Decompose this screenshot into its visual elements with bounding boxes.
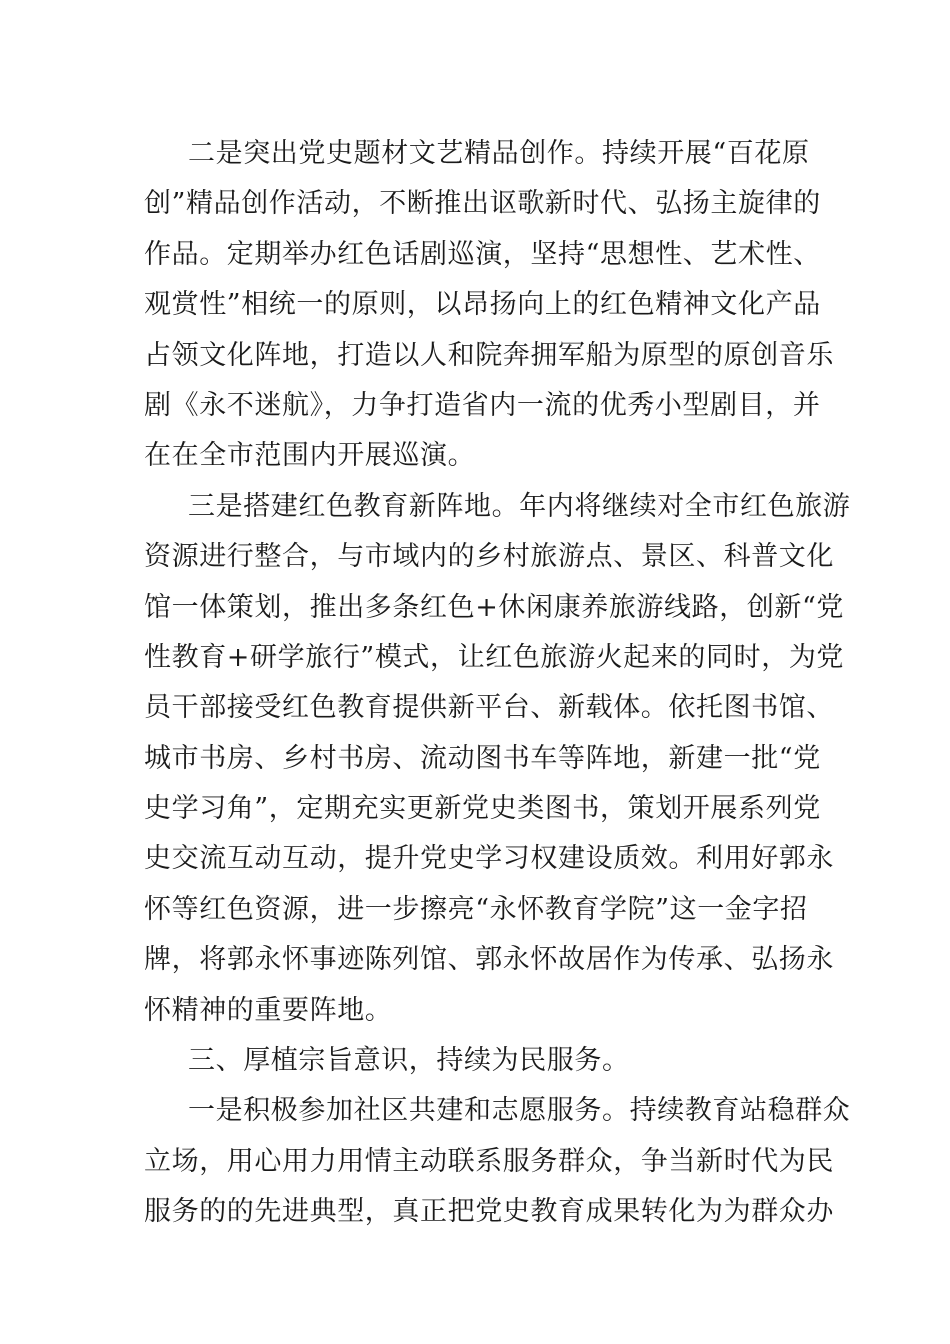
paragraph-line: 立场，用心用力用情主动联系服务群众，争当新时代为民 — [144, 1145, 834, 1177]
paragraph-line: 牌，将郭永怀事迹陈列馆、郭永怀故居作为传承、弘扬永 — [144, 944, 834, 976]
paragraph-line: 性教育+研学旅行”模式，让红色旅游火起来的同时，为党 — [144, 641, 845, 673]
paragraph-line: 占领文化阵地，打造以人和院奔拥军船为原型的原创音乐 — [144, 339, 834, 371]
paragraph-line: 史交流互动互动，提升党史学习权建设质效。利用好郭永 — [144, 843, 834, 875]
section-heading: 三、厚植宗旨意识，持续为民服务。 — [188, 1045, 630, 1077]
paragraph-line: 馆一体策划，推出多条红色+休闲康养旅游线路，创新“党 — [144, 591, 845, 623]
paragraph-line: 史学习角”，定期充实更新党史类图书，策划开展系列党 — [144, 793, 821, 825]
paragraph-line: 作品。定期举办红色话剧巡演，坚持“思想性、艺术性、 — [144, 238, 821, 270]
paragraph-line: 在在全市范围内开展巡演。 — [144, 440, 476, 472]
paragraph-line: 一是积极参加社区共建和志愿服务。持续教育站稳群众 — [188, 1095, 851, 1127]
paragraph-line: 怀精神的重要阵地。 — [144, 994, 393, 1026]
paragraph-line: 员干部接受红色教育提供新平台、新载体。依托图书馆、 — [144, 692, 834, 724]
paragraph-line: 资源进行整合，与市域内的乡村旅游点、景区、科普文化 — [144, 541, 834, 573]
paragraph-line: 城市书房、乡村书房、流动图书车等阵地，新建一批“党 — [144, 742, 821, 774]
paragraph-line: 创”精品创作活动，不断推出讴歌新时代、弘扬主旋律的 — [144, 188, 821, 220]
paragraph-line: 二是突出党史题材文艺精品创作。持续开展“百花原 — [188, 138, 810, 169]
paragraph-line: 服务的的先进典型，真正把党史教育成果转化为为群众办 — [144, 1196, 834, 1228]
paragraph-line: 剧《永不迷航》，力争打造省内一流的优秀小型剧目，并 — [144, 389, 821, 421]
paragraph-line: 怀等红色资源，进一步擦亮“永怀教育学院”这一金字招 — [144, 893, 808, 925]
document-body — [144, 129, 851, 1238]
paragraph-line: 三是搭建红色教育新阵地。年内将继续对全市红色旅游 — [188, 490, 851, 522]
paragraph-line: 观赏性”相统一的原则，以昂扬向上的红色精神文化产品 — [144, 289, 821, 321]
